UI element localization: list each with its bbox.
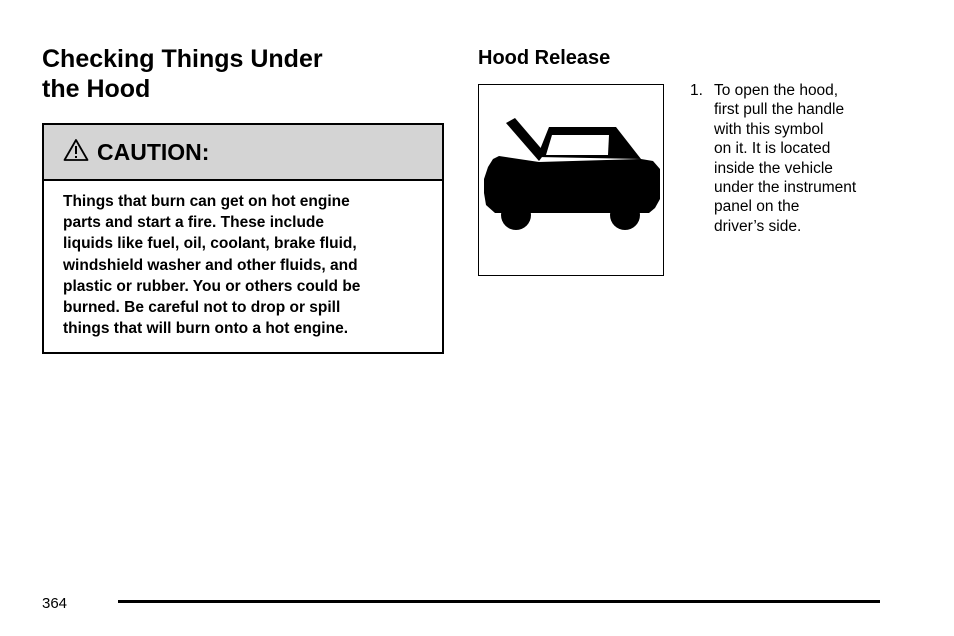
step-text: [714, 81, 884, 236]
footer-divider: [118, 600, 880, 603]
caution-line: burned. Be careful not to drop or spill: [63, 299, 341, 317]
hood-release-car-icon: [479, 85, 663, 275]
caution-line: plastic or rubber. You or others could be: [63, 277, 361, 295]
list-item: [690, 81, 890, 236]
caution-header: [44, 125, 442, 181]
caution-line: parts and start a fire. These include: [63, 214, 324, 232]
step-line: first pull the handle: [714, 101, 845, 119]
warning-triangle-icon: [63, 138, 89, 162]
step-line: with this symbol: [714, 120, 824, 138]
caution-label: CAUTION:: [97, 139, 210, 165]
step-line: panel on the: [714, 198, 800, 216]
step-line: driver’s side.: [714, 217, 802, 235]
page-title-line-1: Checking Things Under: [42, 45, 323, 73]
caution-text: [44, 181, 442, 339]
step-line: on it. It is located: [714, 140, 831, 158]
caution-line: windshield washer and other fluids, and: [63, 256, 358, 274]
step-number: 1.: [690, 82, 703, 99]
page-title: [42, 44, 402, 104]
hood-release-steps: [690, 81, 890, 236]
caution-line: liquids like fuel, oil, coolant, brake fluid,: [63, 235, 357, 253]
caution-line: Things that burn can get on hot engine: [63, 193, 350, 210]
hood-release-symbol: [478, 84, 664, 276]
page-title-line-2: the Hood: [42, 75, 151, 103]
caution-box: [42, 123, 444, 354]
step-line: inside the vehicle: [714, 159, 833, 177]
hood-release-title: Hood Release: [478, 47, 611, 69]
page-number: 364: [42, 595, 68, 612]
caution-line: things that will burn onto a hot engine.: [63, 320, 349, 338]
step-line: under the instrument: [714, 179, 857, 197]
step-line: To open the hood,: [714, 82, 839, 99]
